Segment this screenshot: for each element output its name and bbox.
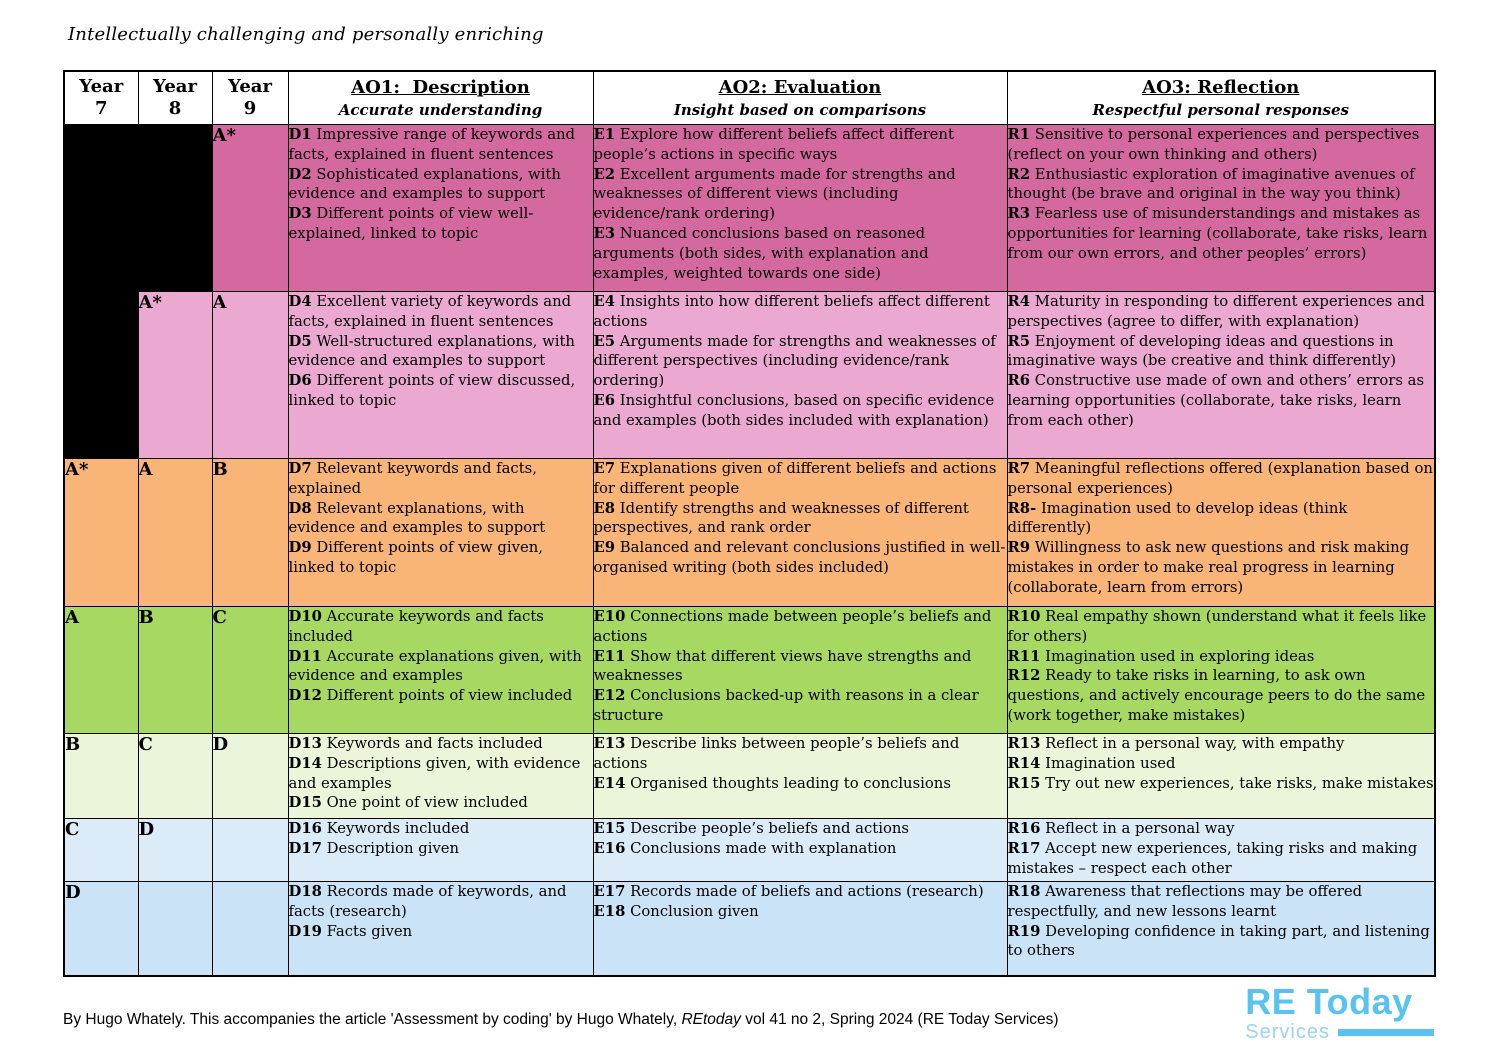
criterion: R13 Reflect in a personal way, with empathy <box>1007 735 1345 752</box>
grade-cell: B <box>138 607 212 734</box>
criterion: R9 Willingness to ask new questions and risk making mistakes in order to make real progress in learning (collaborate, learn from errors) <box>1007 539 1410 596</box>
column-header-year8: Year 8 <box>138 71 212 125</box>
journal-name: REtoday <box>681 1011 741 1028</box>
criteria-cell-evaluation <box>593 125 1007 292</box>
criterion: D13 Keywords and facts included <box>288 735 543 752</box>
criterion: D18 Records made of keywords, and facts (research) <box>288 883 567 920</box>
criterion: D14 Descriptions given, with evidence and examples <box>288 754 581 792</box>
criteria-cell-evaluation <box>593 882 1007 976</box>
criterion: D17 Description given <box>288 839 460 857</box>
logo-wordmark: RE Today <box>1245 981 1413 1022</box>
table-row <box>64 882 1435 976</box>
grade-cell: A <box>212 292 288 459</box>
grade-cell: D <box>138 819 212 882</box>
criterion: E10 Connections made between people’s beliefs and actions <box>593 608 992 645</box>
grade-cell <box>138 125 212 292</box>
table-row <box>64 292 1435 459</box>
criterion: E4 Insights into how different beliefs affect different actions <box>593 293 990 330</box>
criterion: E13 Describe links between people’s beliefs and actions <box>593 735 960 772</box>
criterion: R12 Ready to take risks in learning, to ask own questions, and actively encourage peers to do the same (work together, make mistakes) <box>1007 667 1426 725</box>
criterion: D9 Different points of view given, linked to topic <box>288 539 543 577</box>
criteria-cell-description <box>288 607 593 734</box>
criteria-cell-description <box>288 459 593 607</box>
grade-cell <box>212 819 288 882</box>
grade-cell: A* <box>138 292 212 459</box>
column-header-ao1: AO1: Description Accurate understanding <box>288 71 593 125</box>
header-row <box>64 71 1435 125</box>
criterion: E3 Nuanced conclusions based on reasoned arguments (both sides, with explanation and examples, weighted towards one side) <box>593 225 929 282</box>
criterion: R8- Imagination used to develop ideas (think differently) <box>1007 499 1348 537</box>
criterion: E6 Insightful conclusions, based on specific evidence and examples (both sides included with explanation) <box>593 392 995 429</box>
criterion: D11 Accurate explanations given, with evidence and examples <box>288 647 582 685</box>
criterion: D7 Relevant keywords and facts, explained <box>288 460 537 497</box>
logo-services-text: Services <box>1245 1021 1330 1043</box>
criterion: R11 Imagination used in exploring ideas <box>1007 647 1315 665</box>
rubric-body <box>64 125 1435 976</box>
grade-cell: C <box>138 734 212 819</box>
criterion: E2 Excellent arguments made for strengths and weaknesses of different views (including evidence/rank ordering) <box>593 165 956 223</box>
grade-cell <box>64 292 138 459</box>
criterion: D3 Different points of view well-explained, linked to topic <box>288 205 534 243</box>
table-row <box>64 607 1435 734</box>
criterion: D2 Sophisticated explanations, with evidence and examples to support <box>288 165 561 203</box>
criterion: R19 Developing confidence in taking part, and listening to others <box>1007 922 1430 960</box>
criterion: R10 Real empathy shown (understand what it feels like for others) <box>1007 608 1427 645</box>
criterion: E9 Balanced and relevant conclusions justified in well-organised writing (both sides included) <box>593 539 1006 577</box>
grade-cell: B <box>64 734 138 819</box>
grade-cell: B <box>212 459 288 607</box>
criterion: D10 Accurate keywords and facts included <box>288 608 544 645</box>
criterion: R16 Reflect in a personal way <box>1007 820 1235 837</box>
criteria-cell-reflection <box>1007 819 1435 882</box>
criterion: D5 Well-structured explanations, with evidence and examples to support <box>288 332 575 370</box>
grade-cell: A <box>64 607 138 734</box>
grade-cell: A <box>138 459 212 607</box>
criterion: D12 Different points of view included <box>288 687 573 705</box>
criteria-cell-reflection <box>1007 125 1435 292</box>
criterion: R3 Fearless use of misunderstandings and mistakes as opportunities for learning (collaborate, take risks, learn from our own errors, and other peoples’ errors) <box>1007 205 1428 262</box>
grade-cell <box>212 882 288 976</box>
criterion: D1 Impressive range of keywords and facts, explained in fluent sentences <box>288 126 576 163</box>
criterion: R17 Accept new experiences, taking risks and making mistakes – respect each other <box>1007 839 1418 877</box>
criterion: R14 Imagination used <box>1007 754 1176 772</box>
criterion: E18 Conclusion given <box>593 902 759 920</box>
criterion: R6 Constructive use made of own and others’ errors as learning opportunities (collaborate, take risks, learn from each other) <box>1007 372 1425 429</box>
grade-cell <box>64 125 138 292</box>
criterion: E16 Conclusions made with explanation <box>593 839 897 857</box>
grade-cell: D <box>64 882 138 976</box>
criterion: D16 Keywords included <box>288 820 470 837</box>
criterion: E7 Explanations given of different beliefs and actions for different people <box>593 460 997 497</box>
table-row <box>64 734 1435 819</box>
column-header-year9: Year 9 <box>212 71 288 125</box>
criterion: R2 Enthusiastic exploration of imaginative avenues of thought (be brave and original in the way you think) <box>1007 165 1415 203</box>
criteria-cell-description <box>288 292 593 459</box>
grade-cell <box>138 882 212 976</box>
criterion: D15 One point of view included <box>288 794 528 812</box>
criterion: E15 Describe people’s beliefs and actions <box>593 820 909 837</box>
criteria-cell-reflection <box>1007 292 1435 459</box>
criterion: R15 Try out new experiences, take risks, make mistakes <box>1007 774 1434 792</box>
criterion: D6 Different points of view discussed, linked to topic <box>288 372 576 410</box>
criterion: E12 Conclusions backed-up with reasons in a clear structure <box>593 687 979 725</box>
grade-cell: A* <box>64 459 138 607</box>
criteria-cell-description <box>288 734 593 819</box>
grade-cell: D <box>212 734 288 819</box>
criterion: R4 Maturity in responding to different experiences and perspectives (agree to differ, with explanation) <box>1007 293 1425 330</box>
criterion: E8 Identify strengths and weaknesses of different perspectives, and rank order <box>593 499 969 537</box>
re-today-logo <box>1245 981 1434 1043</box>
criterion: D19 Facts given <box>288 922 413 940</box>
criteria-cell-description <box>288 819 593 882</box>
criterion: E1 Explore how different beliefs affect different people’s actions in specific ways <box>593 126 954 163</box>
table-row <box>64 819 1435 882</box>
grade-cell: A* <box>212 125 288 292</box>
criteria-cell-reflection <box>1007 882 1435 976</box>
criteria-cell-evaluation <box>593 734 1007 819</box>
criterion: R5 Enjoyment of developing ideas and questions in imaginative ways (be creative and think differently) <box>1007 332 1397 370</box>
criteria-cell-evaluation <box>593 292 1007 459</box>
criterion: E11 Show that different views have strengths and weaknesses <box>593 647 972 685</box>
criteria-cell-reflection <box>1007 607 1435 734</box>
criteria-cell-reflection <box>1007 734 1435 819</box>
criteria-cell-description <box>288 882 593 976</box>
assessment-rubric-table <box>63 70 1436 977</box>
criteria-cell-evaluation <box>593 607 1007 734</box>
logo-underline-bar <box>1338 1029 1434 1036</box>
criterion: R18 Awareness that reflections may be offered respectfully, and new lessons learnt <box>1007 883 1363 920</box>
criteria-cell-evaluation <box>593 819 1007 882</box>
criterion: E5 Arguments made for strengths and weaknesses of different perspectives (including evidence/rank ordering) <box>593 332 996 390</box>
criteria-cell-evaluation <box>593 459 1007 607</box>
column-header-ao2: AO2: Evaluation Insight based on comparisons <box>593 71 1007 125</box>
table-row <box>64 459 1435 607</box>
column-header-ao3: AO3: Reflection Respectful personal responses <box>1007 71 1435 125</box>
footer <box>63 981 1434 1043</box>
criterion: D4 Excellent variety of keywords and facts, explained in fluent sentences <box>288 293 572 330</box>
criterion: R1 Sensitive to personal experiences and perspectives (reflect on your own thinking and others) <box>1007 126 1420 163</box>
criterion: R7 Meaningful reflections offered (explanation based on personal experiences) <box>1007 460 1433 497</box>
criteria-cell-description <box>288 125 593 292</box>
criterion: E17 Records made of beliefs and actions (research) <box>593 883 984 900</box>
criterion: E14 Organised thoughts leading to conclusions <box>593 774 951 792</box>
column-header-year7: Year 7 <box>64 71 138 125</box>
page-title: Intellectually challenging and personally enriching <box>68 24 544 45</box>
criteria-cell-reflection <box>1007 459 1435 607</box>
grade-cell: C <box>64 819 138 882</box>
attribution-text: By Hugo Whately. This accompanies the article 'Assessment by coding' by Hugo Whately, REtoday vol 41 no 2, Spring 2024 (RE Today Services) <box>63 1011 1059 1028</box>
grade-cell: C <box>212 607 288 734</box>
table-row <box>64 125 1435 292</box>
criterion: D8 Relevant explanations, with evidence and examples to support <box>288 499 546 537</box>
